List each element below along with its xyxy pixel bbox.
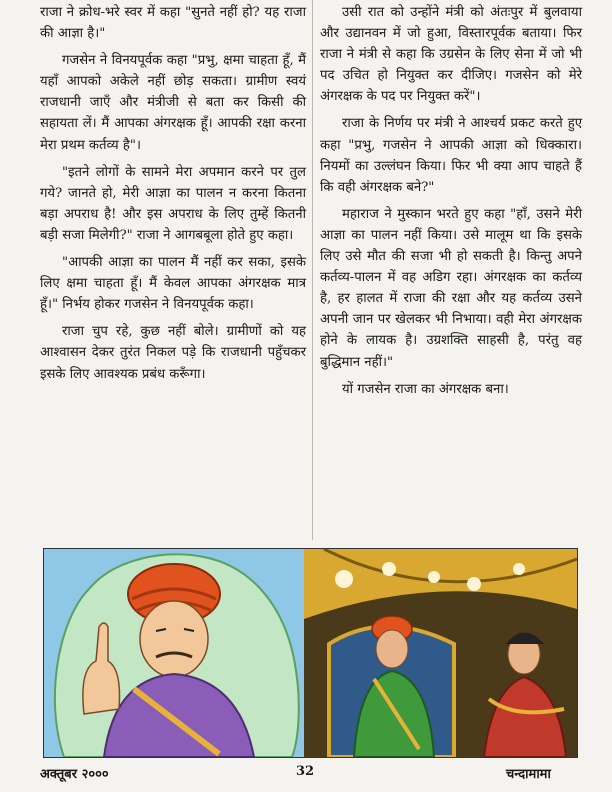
paragraph: "आपकी आज्ञा का पालन मैं नहीं कर सका, इसके लिए क्षमा चाहता हूँ। मैं केवल आपका अंगरक्षक मात्र हूँ।" निर्भय होकर गजसेन ने विनयपूर्वक कहा। <box>40 255 306 313</box>
paragraph: गजसेन ने विनयपूर्वक कहा "प्रभु, क्षमा चाहता हूँ, मैं यहाँ आपको अकेले नहीं छोड़ सकता। ग्रामीण स्वयं राजधानी जाएँ और मंत्रीजी से बता कर किसी की सहायता लें। मैं आपका अंगरक्षक हूँ। आपकी रक्षा करना मेरा प्रथम कर्तव्य है"। <box>40 53 306 153</box>
paragraph: यों गजसेन राजा का अंगरक्षक बना। <box>342 381 509 397</box>
column-divider <box>312 0 313 540</box>
story-illustration <box>43 548 578 758</box>
paragraph: महाराज ने मुस्कान भरते हुए कहा "हाँ, उसने मेरी आज्ञा का पालन नहीं किया। उसे मालूम था कि इसके लिए उसे मौत की सजा भी हो सकती है। किन्तु अपने कर्तव्य-पालन में वह अडिग रहा। अंगरक्षक का कर्तव्य है, हर हालत में राजा की रक्षा और यह कर्तव्य उसने अपनी जान पर खेलकर भी निभाया। वही मेरा अंगरक्षक होने के लायक है। उग्रशक्ति साहसी है, परंतु वह बुद्धिमान नहीं।" <box>320 206 582 370</box>
paragraph: राजा ने क्रोध-भरे स्वर में कहा "सुनते नहीं हो? यह राजा की आज्ञा है।" <box>40 5 306 42</box>
hero-face <box>140 601 208 677</box>
illustration-svg <box>44 549 577 757</box>
page-footer <box>0 762 612 784</box>
paragraph: "इतने लोगों के सामने मेरा अपमान करने पर तुल गये? जानते हो, मेरी आज्ञा का पालन न करना कितना बड़ा अपराध है! और इस अपराध के लिए तुम्हें कितनी बड़ी सजा मिलेगी?" राजा ने आगबबूला होते हुए कहा। <box>40 164 306 243</box>
paragraph: उसी रात को उन्होंने मंत्री को अंतःपुर में बुलवाया और उद्यानवन में जो हुआ, विस्तारपूर्वक बताया। फिर राजा ने मंत्री से कहा कि उग्रसेन के लिए सेना में जो भी पद उचित हो नियुक्त कर दीजिए। गजसेन को मेरे अंगरक्षक के पद पर नियुक्त करें"। <box>320 5 582 105</box>
right-column <box>320 2 582 406</box>
left-column <box>40 2 306 391</box>
page-number: 32 <box>296 764 315 779</box>
paragraph: राजा चुप रहे, कुछ नहीं बोले। ग्रामीणों को यह आश्वासन देकर तुरंत निकल पड़े कि राजधानी पहुँचकर इसके लिए आवश्यक प्रबंध करूँगा। <box>40 324 306 382</box>
magazine-name: चन्दामामा <box>506 767 551 782</box>
issue-date: अक्तूबर २००० <box>40 767 109 782</box>
paragraph: राजा के निर्णय पर मंत्री ने आश्चर्य प्रकट करते हुए कहा "प्रभु, गजसेन ने आपकी आज्ञा को धिक्कारा। नियमों का उल्लंघन किया। फिर भी क्या आप चाहते हैं कि वही अंगरक्षक बने?" <box>320 116 582 195</box>
